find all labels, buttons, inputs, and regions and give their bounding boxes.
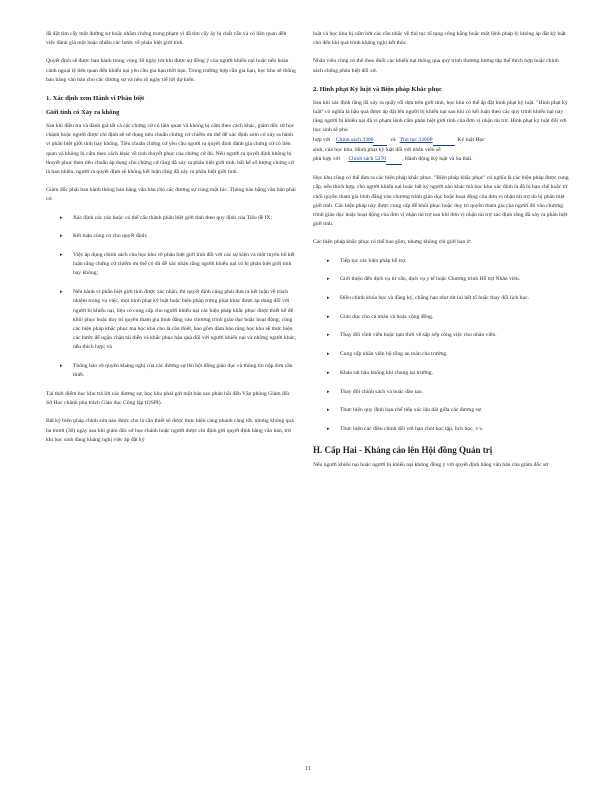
- right-column: [313, 30, 569, 479]
- paragraph: Tại thời điểm học khu trả lời các đương sự, học khu phải gửi một bản sao phản hồi đến Văn phòng Giám đốc Sở Học chánh phụ trách Giáo dục Công lập (OSPI).: [46, 390, 291, 407]
- bullet-icon: ▸: [327, 296, 330, 302]
- list-item: ▸ Tiếp tục các biện pháp hỗ trợ.: [313, 257, 569, 266]
- bullet-icon: ▸: [327, 258, 330, 264]
- section-heading: 1. Xác định xem Hành vi Phân biệt: [46, 95, 145, 103]
- bullet-icon: ▸: [60, 234, 63, 240]
- paragraph: Giám đốc phải ban hành thông báo bằng văn bản cho các đương sự cùng một lúc. Thông báo bằng văn bản phải có:: [46, 187, 296, 203]
- list-item: ▸ Xác định các cáo buộc có thể cấu thành phân biệt giới tính theo quy định của Tiêu đề IX;: [46, 214, 296, 223]
- bullet-icon: ▸: [327, 389, 330, 395]
- policy-5270-link[interactable]: Chính sách 5270: [348, 156, 387, 163]
- bullet-icon: ▸: [60, 253, 63, 259]
- bullet-list: [313, 257, 569, 435]
- list-item: ▸ Cung cấp nhân viên hộ tống an toàn của trường.: [313, 350, 569, 359]
- list-item: ▸ Kết luận cùng cơ cho quyết định;: [46, 232, 296, 241]
- list-item: ▸ Thay đổi chính sách và hoặc đào tạo.: [313, 388, 569, 397]
- paragraph: Nếu người khiếu nại hoặc người bị khiếu nại không đồng ý với quyết định bằng văn bản của giám đốc sở: [313, 461, 549, 468]
- bullet-icon: ▸: [327, 277, 330, 283]
- list-item: ▸ Việc áp dụng chính sách của học khu về phân biệt giới tính đối với các sự kiện và một tuyên bố kết luận rằng chứng cứ chiếm ưu thế có đủ để xác nhận rằng người khiếu nại có bị phân biệt giới tính hay không;: [60, 252, 295, 277]
- paragraph: Nhân viên cũng có thể theo đuổi các khiếu nại thông qua quy trình thương lượng tập thể thích hợp hoặc chính sách chống phân biệt đối xử.: [313, 58, 559, 74]
- left-column: [46, 30, 296, 454]
- bullet-icon: ▸: [327, 370, 330, 376]
- paragraph: Sau khi xác định rằng đã xảy ra quấy rối dựa trên giới tính, học khu có thể áp đặt hình phạt kỷ luật. "Hình phạt kỷ luật" có nghĩa là hậu quả được áp đặt lên người bị khiếu nại sau khi có kết luận theo các quy trình khiếu nại này rằng người bị khiếu nại đã vi phạm lệnh cấm phân biệt giới tính của đơn vị nhận tài trợ. Hình phạt kỷ luật đối với học sinh sẽ phù: [313, 99, 568, 134]
- list-item: ▸ Giới thiệu đến dịch vụ tư vấn, dịch vụ y tế hoặc Chương trình Hỗ trợ Nhân viên.: [313, 275, 569, 284]
- paragraph: luật và học khu bị cấm bởi các cần nhắc về thủ tục tố tụng công bằng hoặc một lệnh pháp lý không áp đặt kỷ luật cho đến khi quá trình kháng nghị kết thúc.: [313, 31, 566, 47]
- bullet-icon: ▸: [60, 290, 63, 296]
- paragraph: Sau khi điều tra và đánh giá tất cả các chứng cứ có liên quan và không bị cấm theo cách khác, giám đốc sở học chánh hoặc người được chỉ định sẽ sử dụng tiêu chuẩn chứng cứ chiếm ưu thế để xác định xem có xảy ra hành vi phân biệt giới tính hay không. Tiêu chuẩn chứng cứ yêu cầu người ra quyết định đánh giá chứng cứ có liên quan và không bị cấm theo cách khác về tính thuyết phục của chứng cứ đó. Nếu người ra quyết định không bị thuyết phục theo tiêu chuẩn áp dụng cho chứng cứ rằng đã xảy ra phân biệt giới tính, bất kể số lượng chứng cứ là bao nhiêu, người ra quyết định sẽ không kết luận rằng đã xảy ra phân biệt giới tính.: [46, 123, 295, 176]
- blank-line: [433, 136, 455, 146]
- bullet-icon: ▸: [327, 314, 330, 320]
- list-item: ▸ Thông báo về quyền kháng nghị của các đương sự lên hội đồng giáo dục và thông tin nộp đơn cần thiết.: [60, 363, 293, 379]
- list-item: ▸ Thực hiện quy định hạn chế tiếp xúc lâu dài giữa các đương sự.: [313, 406, 569, 415]
- blank-line: [373, 136, 387, 146]
- paragraph: đã đột tìm cấy một đường sư hoặc nhằm chứng trong phạm vi đã tìm cấy ây bị chất vẫn và có liên quan đến việc đánh giá một hoặc nhiều các bước về phân biệt giới tính.: [46, 31, 287, 47]
- bullet-icon: ▸: [327, 352, 330, 358]
- paragraph: Các biện pháp khắc phục có thể bao gồm, nhưng không chỉ giới hạn ở:: [313, 239, 472, 246]
- section-heading: 2. Hình phạt Kỷ luật và Biện pháp Khắc phục: [313, 85, 442, 93]
- paragraph: Học khu cũng có thể đưa ra các biện pháp khắc phục. "Biện pháp khắc phục" có nghĩa là các biện pháp được cung cấp, nếu thích hợp, cho người khiếu nại hoặc bất kỳ người nào khác mà học khu xác định là đã bị hạn chế hoặc từ chối quyền tham gia bình đẳng vào chương trình giáo dục hoặc hoạt động của đơn vị nhận tài trợ do bị phân biệt giới tính. Các biện pháp này được cung cấp để khôi phục hoặc duy trì quyền tham gia của người đó vào chương trình giáo dục hoặc hoạt động của đơn vị nhận tài trợ sau khi đơn vị nhận tài trợ xác định rằng đã xảy ra phân biệt giới tính.: [313, 175, 569, 228]
- section-subheading: Giới tính có Xảy ra không: [46, 109, 120, 117]
- bullet-icon: ▸: [327, 333, 330, 339]
- list-item: ▸ Giáo dục cho cá nhân và hoặc cộng đồng.: [313, 313, 569, 322]
- policy-3300-link[interactable]: Chính sách 3300: [335, 136, 374, 143]
- paragraph: Quyết định sẽ được ban hành trong vòng 30 ngày trừ khi được sự đồng ý của người khiếu nại hoặc nếu hoàn cảnh ngoại lệ liên quan đến khiếu nại yêu cầu gia hạn thời hạn. Trong trường hợp cần gia hạn, học khu sẽ thông báo bằng văn bản cho các đương sự và nêu rõ ngày trễ lời dự kiến.: [46, 58, 296, 83]
- section-heading: H. Cấp Hai - Kháng cáo lên Hội đồng Quản trị: [313, 444, 493, 455]
- policy-reference-line: phù hợp với Chính sách 5270 , Hành động Kỷ luật và Sa thải.: [313, 155, 569, 165]
- procedure-3300p-link[interactable]: Thủ tục 3300P: [399, 136, 433, 143]
- blank-line: [386, 155, 402, 165]
- paragraph: sinh, của học khu. Hình phạt kỷ luật đối với nhân viên sẽ: [313, 146, 441, 153]
- list-item: ▸ Thay đổi vĩnh viễn hoặc tạm thời về sắp xếp công việc cho nhân viên.: [313, 331, 569, 340]
- bullet-icon: ▸: [327, 408, 330, 414]
- bullet-icon: ▸: [60, 215, 63, 221]
- list-item: ▸ Điều chỉnh khóa học và đăng ký, chẳng hạn như rút lui hết tố hoặc thay đổi lịch học.: [313, 294, 569, 303]
- policy-reference-line: hợp với Chính sách 3300 và Thủ tục 3300P Kỷ luật Học: [313, 136, 569, 146]
- bullet-icon: ▸: [327, 426, 330, 432]
- list-item: ▸ Khảo sát bầu không khí chung tại trường.: [313, 369, 569, 378]
- list-item: ▸ Nếu hành vi phân biệt giới tính được xác nhận, thì quyết định cũng phải đưa ra kết luận về trách nhiệm trong vụ việc, mọi hình phạt kỷ luật hoặc biện pháp trừng phạt khác được áp dụng đối với người bị khiếu nại, liệu có cung cấp cho người khiếu nại các biện pháp khắc phục được thiết kế để khôi phục hoặc duy trì quyền tham gia bình đẳng vào chương trình giáo dục hoặc hoạt động; cùng các biện pháp khắc phục mà học khu cho là cần thiết, bao gồm đảm bảo rằng học khu sẽ thực hiện các bước để ngăn chặn tái diễn và khắc phục hậu quả đối với người khiếu nại và những người khác, nếu thích hợp; và: [60, 289, 296, 351]
- bullet-list: [46, 214, 296, 381]
- list-item: ▸ Thực hiện các điều chỉnh đối với hạn chót học tập, lịch học, v.v.: [313, 425, 569, 434]
- page-number: 11: [305, 766, 311, 772]
- bullet-icon: ▸: [60, 364, 63, 370]
- paragraph: Bất kỳ biện pháp chính sửa nào được cho là cần thiết sẽ được thực hiện càng nhanh càng tốt, nhưng không quá ba mươi (30) ngày sau khi giám đốc sở học chánh hoặc người được chỉ định gửi quyết định bằng văn bản, trừ khi học sinh đang kháng nghị việc áp đặt kỷ: [46, 418, 294, 443]
